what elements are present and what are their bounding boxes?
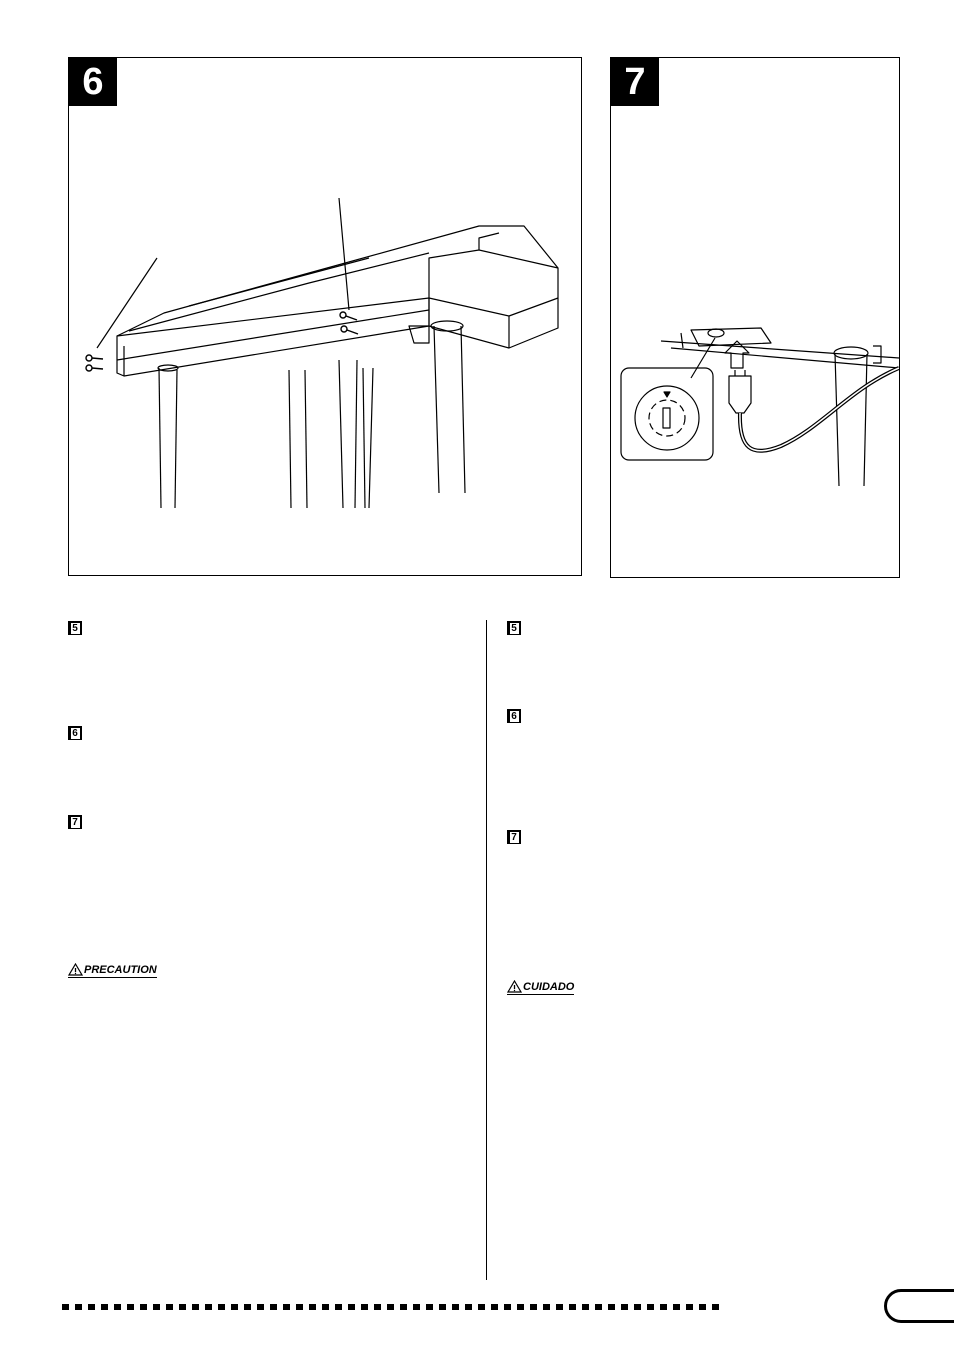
left-caution-heading — [68, 963, 157, 978]
right-step-7-badge: 7 — [507, 830, 521, 844]
right-step-6-badge: 6 — [507, 709, 521, 723]
left-caution-label: PRECAUTION — [84, 963, 157, 976]
left-step-6-badge: 6 — [68, 726, 82, 740]
warning-triangle-icon — [507, 980, 522, 993]
right-caution-label: CUIDADO — [523, 980, 575, 993]
left-step-7-badge: 7 — [68, 815, 82, 829]
right-caution-heading — [507, 980, 574, 995]
figure-7-number: 7 — [611, 58, 659, 106]
right-step-5-badge: 5 — [507, 621, 521, 635]
column-divider — [486, 620, 487, 1280]
piano-underside-illustration — [69, 58, 581, 575]
page-number-tab — [884, 1289, 954, 1323]
figure-6-panel — [68, 57, 582, 576]
left-step-5-badge: 5 — [68, 621, 82, 635]
warning-triangle-icon — [68, 963, 83, 976]
power-cord-illustration — [611, 58, 899, 577]
footer-dotted-rule — [62, 1304, 724, 1310]
figure-7-panel — [610, 57, 900, 578]
figure-6-number: 6 — [69, 58, 117, 106]
